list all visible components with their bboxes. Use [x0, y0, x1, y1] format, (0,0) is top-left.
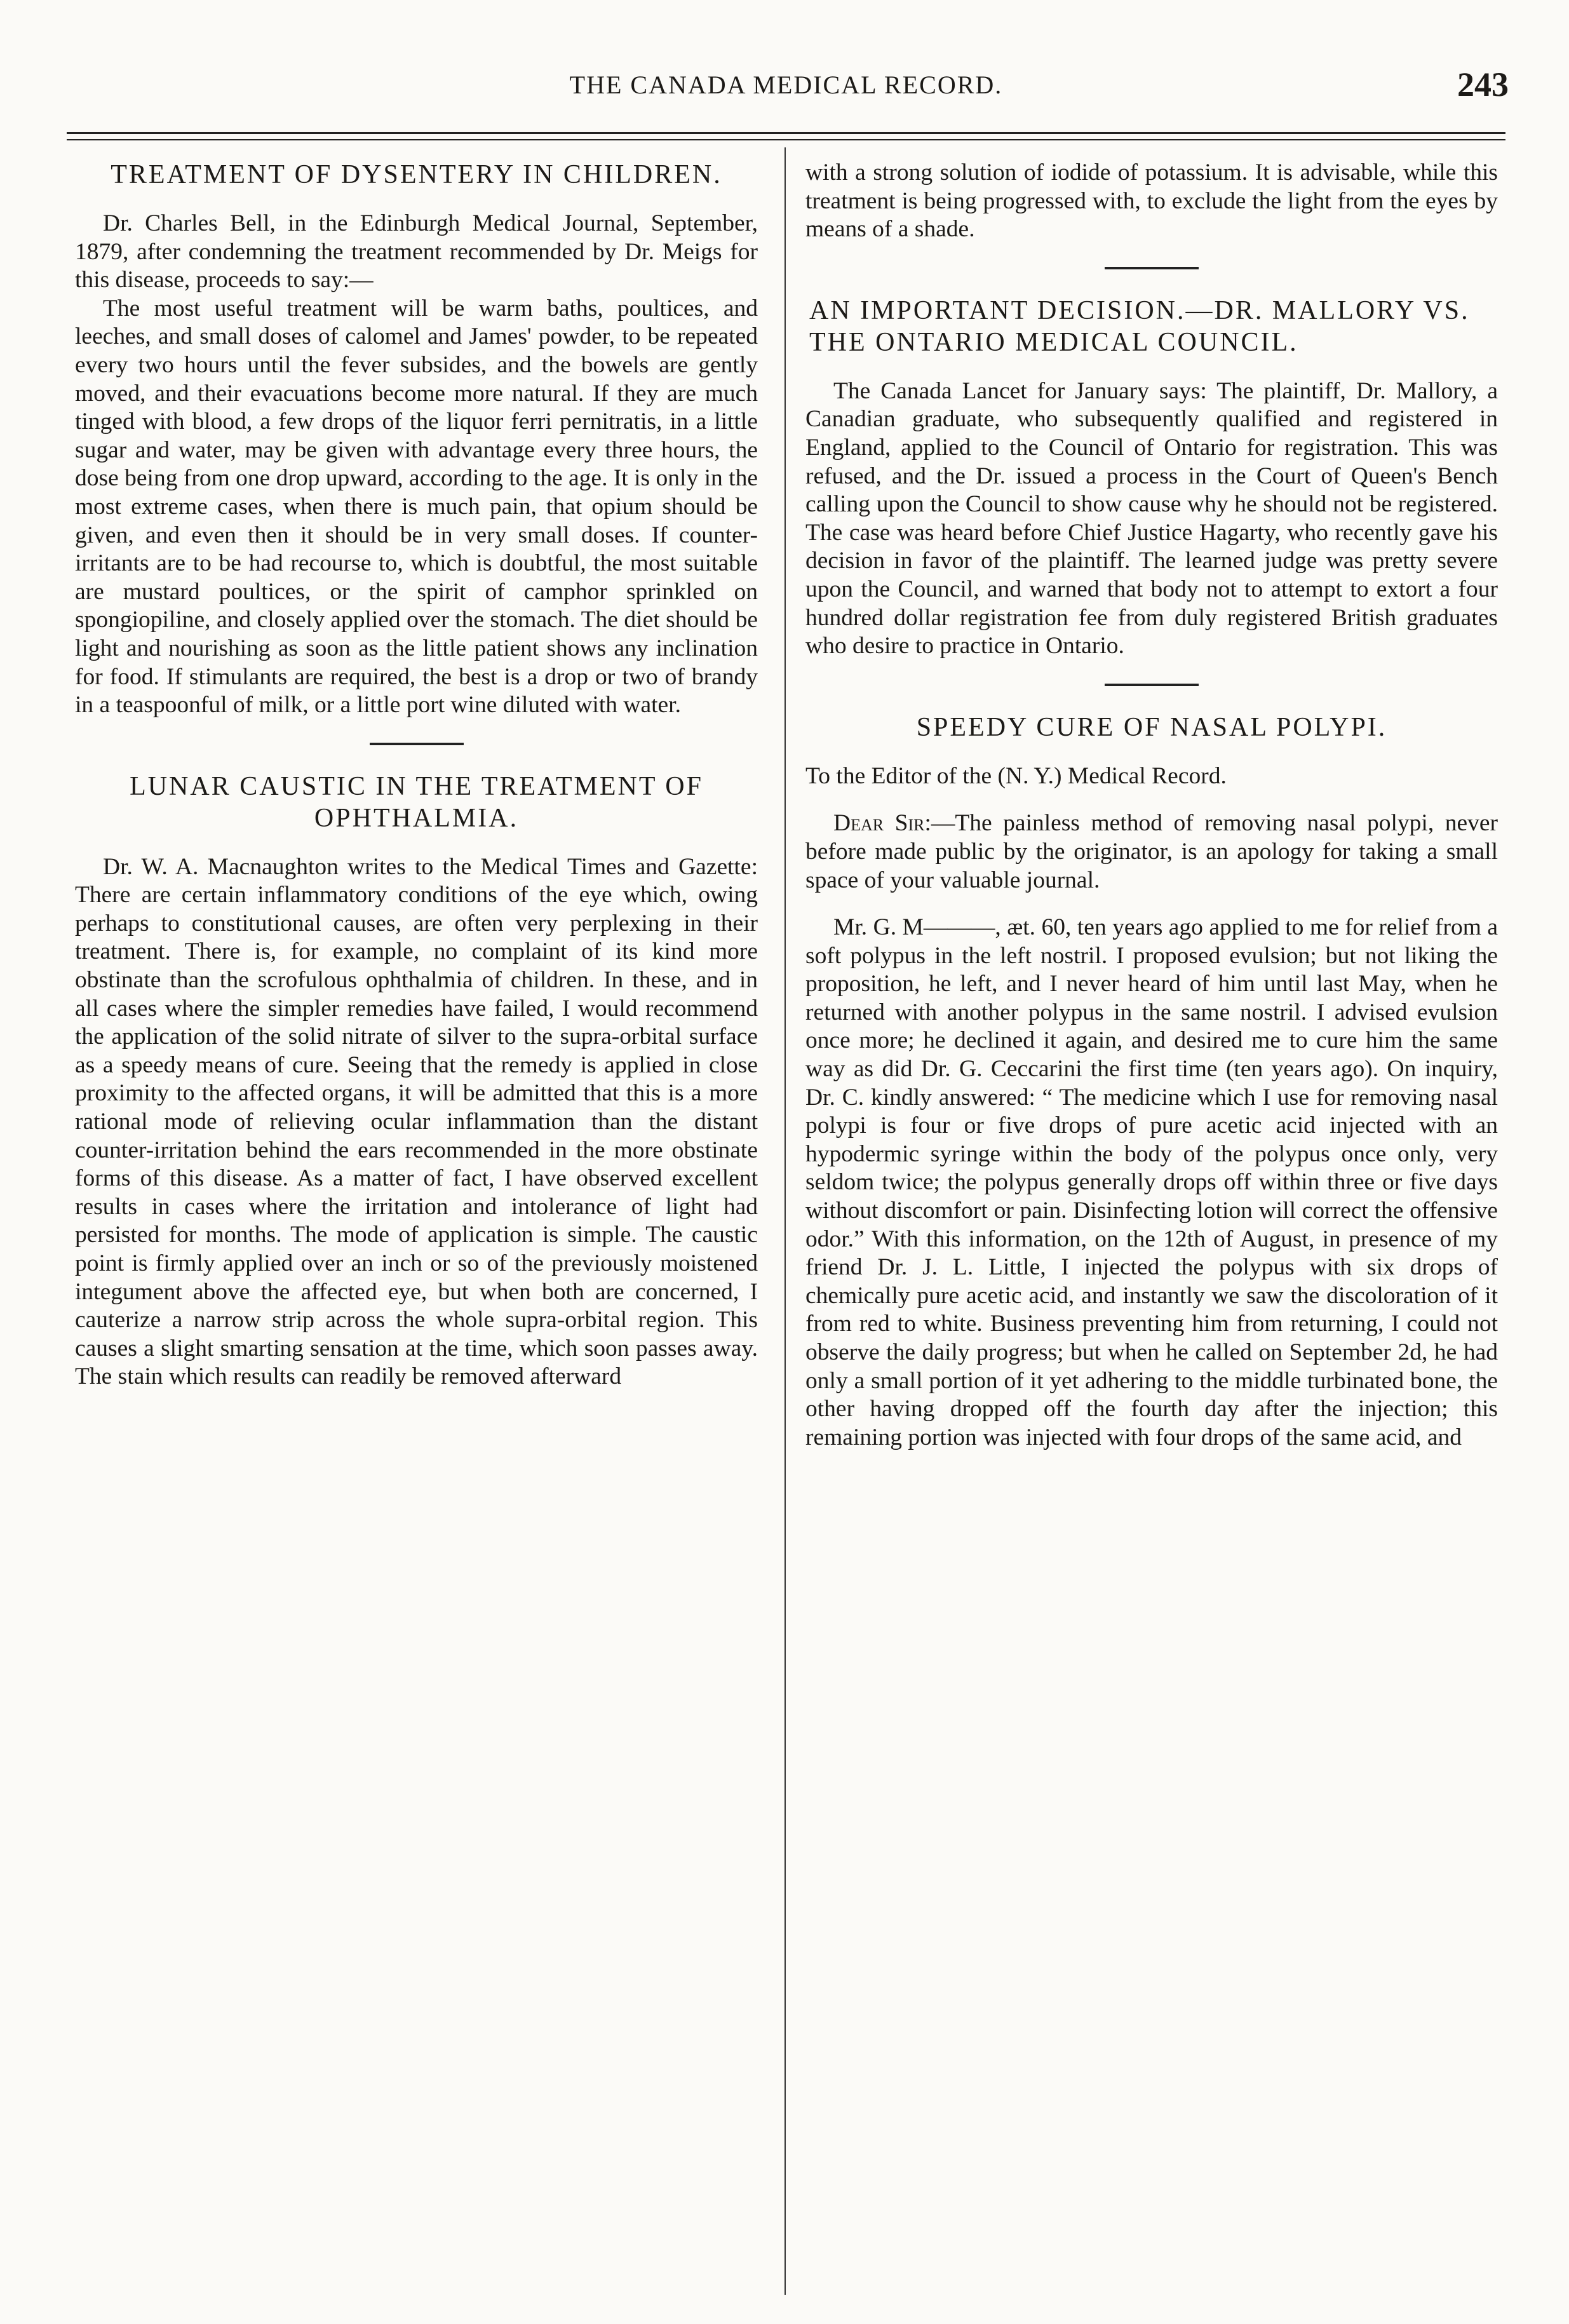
running-title: THE CANADA MEDICAL RECORD. [569, 71, 1003, 99]
article-heading: AN IMPORTANT DECISION.—DR. MALLORY VS. THE ONTARIO MEDICAL COUNCIL. [809, 295, 1470, 357]
article-heading: TREATMENT OF DYSENTERY IN CHILDREN. [111, 160, 722, 189]
section-divider [1105, 267, 1199, 269]
article-important-decision [805, 295, 1498, 661]
letter-salutation: Dear Sir [833, 810, 925, 837]
article-body: The Canada Lancet for January says: The plaintiff, Dr. Mallory, a Canadian graduate, who subsequently qualified and registered in England, applied to the Council of Ontario for registration. This was refused, and the Dr. issued a process in the Court of Queen's Bench calling upon the Council to show cause why he should not be registered. The case was heard before Chief Justice Hagarty, who recently gave his decision in favor of the plaintiff. The learned judge was pretty severe upon the Council, and warned that body not to attempt to extort a four hundred dollar registration fee from duly registered British graduates who desire to practice in Ontario. [805, 377, 1498, 659]
right-column [805, 159, 1498, 2300]
letter-address: To the Editor of the (N. Y.) Medical Record. [805, 762, 1227, 789]
column-divider [784, 147, 786, 2295]
section-divider [370, 743, 464, 745]
article-lunar-caustic [75, 771, 758, 1391]
continued-text: with a strong solution of iodide of potassium. It is advisable, while this treatment is being progressed with, to exclude the light from the eyes by means of a shade. [805, 159, 1498, 243]
page-header [64, 57, 1509, 114]
article-heading: SPEEDY CURE OF NASAL POLYPI. [916, 712, 1387, 742]
article-heading: LUNAR CAUSTIC IN THE TREATMENT OF OPHTHALMIA. [130, 771, 703, 833]
letter-paragraph: :—The painless method of removing nasal polypi, never before made public by the originator, is an apology for taking a small space of your valuable journal. [805, 810, 1498, 893]
article-intro: Dr. Charles Bell, in the Edinburgh Medical Journal, September, 1879, after condemning the treatment recommended by Dr. Meigs for this disease, proceeds to say:— [75, 210, 758, 294]
left-column [75, 159, 758, 2300]
section-divider [1105, 684, 1199, 686]
header-rule [67, 132, 1505, 134]
page-number: 243 [1457, 65, 1509, 104]
article-dysentery [75, 159, 758, 720]
header-rule-thin [67, 139, 1505, 140]
article-body: Dr. W. A. Macnaughton writes to the Medical Times and Gazette: There are certain inflammatory conditions of the eye which, owing perhaps to constitutional causes, are often very perplexing in their treatment. There is, for example, no complaint of its kind more obstinate than the scrofulous ophthalmia of children. In these, and in all cases where the simpler remedies have failed, I would recommend the application of the solid nitrate of silver to the supra-orbital surface as a speedy means of cure. Seeing that the remedy is applied in close proximity to the affected organs, it will be admitted that this is a more rational mode of relieving ocular inflammation than the distant counter-irritation behind the ears recommended in the more obstinate forms of this disease. As a matter of fact, I have observed excellent results in cases where the irritation and intolerance of light had persisted for months. The mode of application is simple. The caustic point is firmly applied over an inch or so of the previously moistened integument above the affected eye, but when both are concerned, I cauterize a narrow strip across the whole supra-orbital region. This causes a slight smarting sensation at the time, which soon passes away. The stain which results can readily be removed afterward [75, 853, 758, 1390]
article-body: The most useful treatment will be warm baths, poultices, and leeches, and small doses of calomel and James' powder, to be repeated every two hours until the fever subsides, and the bowels are gently moved, and their evacuations become more natural. If they are much tinged with blood, a few drops of the liquor ferri pernitratis, in a little sugar and water, may be given with advantage every three hours, the dose being from one drop upward, according to the age. It is only in the most extreme cases, when there is much pain, that opium should be given, and even then it should be in very small doses. If counter-irritants are to be had recourse to, which is doubtful, the most suitable are mustard poultices, or the spirit of camphor sprinkled on spongiopiline, and closely applied over the stomach. The diet should be light and nourishing as soon as the little patient shows any inclination for food. If stimulants are required, the best is a drop or two of brandy in a teaspoonful of milk, or a little port wine diluted with water. [75, 295, 758, 719]
letter-paragraph: Mr. G. M———, æt. 60, ten years ago applied to me for relief from a soft polypus in the left nostril. I proposed evulsion; but not liking the proposition, he left, and I never heard of him until last May, when he returned with another polypus in the same nostril. I advised evulsion once more; he declined it again, and desired me to cure him the same way as did Dr. G. Ceccarini the first time (ten years ago). On inquiry, Dr. C. kindly answered: “ The medicine which I use for removing nasal polypi is four or five drops of pure acetic acid injected with an hypodermic syringe within the body of the polypus once only, very seldom twice; the polypus generally drops off within three or five days without discomfort or pain. Disinfecting lotion will correct the offensive odor.” With this information, on the 12th of August, in presence of my friend Dr. J. L. Little, I injected the polypus with six drops of chemically pure acetic acid, and instantly we saw the discoloration of it from red to white. Business preventing him from returning, I could not observe the daily progress; but when he called on September 2d, he had only a small portion of it yet adhering to the middle turbinated bone, the other having dropped off the fourth day after the injection; this remaining portion was injected with four drops of the same acid, and [805, 914, 1498, 1450]
article-nasal-polypi [805, 712, 1498, 1452]
letter-opening [805, 809, 1498, 895]
